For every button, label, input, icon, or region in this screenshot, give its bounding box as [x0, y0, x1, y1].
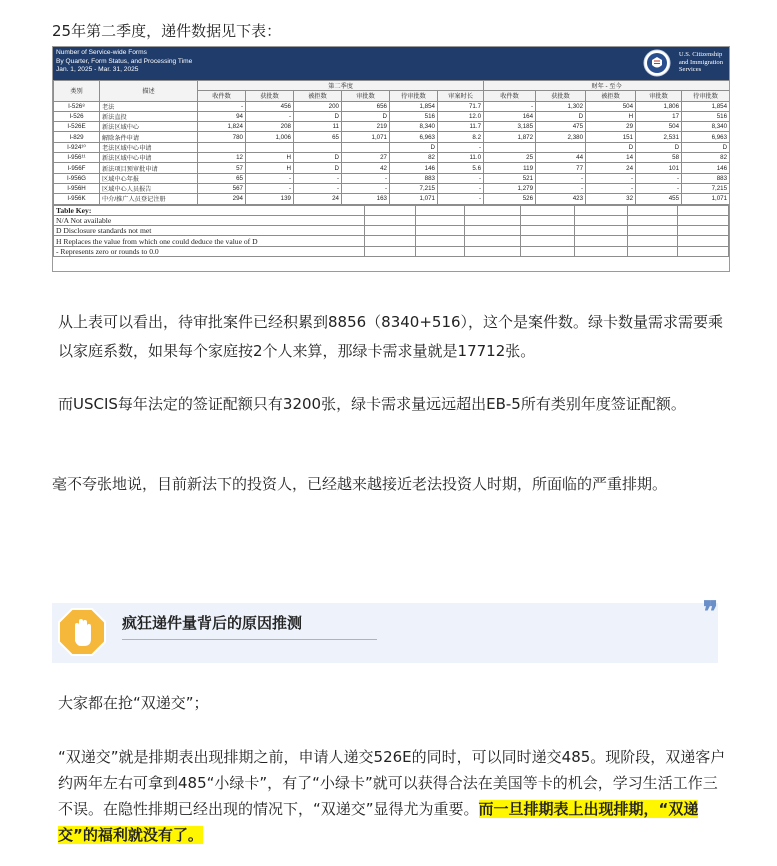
table-cell: -	[294, 183, 342, 193]
table-row	[54, 173, 730, 183]
table-cell: 82	[390, 153, 438, 163]
table-cell: D	[682, 142, 730, 152]
table-cell: 656	[342, 101, 390, 111]
table-cell: 1,302	[536, 101, 586, 111]
table-cell: 6,963	[682, 132, 730, 142]
key-row	[54, 226, 729, 236]
key-row	[54, 205, 729, 215]
key-empty-cell	[628, 205, 677, 215]
key-row	[54, 246, 729, 256]
key-empty-cell	[521, 236, 575, 246]
table-cell: 区域中心人员报告	[100, 183, 198, 193]
dhs-seal-icon	[643, 49, 671, 77]
table-cell: -	[342, 173, 390, 183]
table-cell: 219	[342, 122, 390, 132]
table-cell: 1,006	[246, 132, 294, 142]
key-empty-cell	[465, 205, 521, 215]
table-cell: D	[636, 142, 682, 152]
table-cell: 164	[484, 111, 536, 121]
table-cell: -	[438, 173, 484, 183]
table-cell: 504	[586, 101, 636, 111]
key-empty-cell	[574, 236, 628, 246]
table-cell: 521	[484, 173, 536, 183]
table-cell: 1,806	[636, 101, 682, 111]
table-cell: 146	[682, 163, 730, 173]
table-cell: 24	[586, 163, 636, 173]
table-cell: 新法直投	[100, 111, 198, 121]
key-row	[54, 236, 729, 246]
key-empty-cell	[465, 226, 521, 236]
table-cell: -	[438, 194, 484, 204]
table-cell: 3,185	[484, 122, 536, 132]
table-cell: -	[198, 101, 246, 111]
table-cell: 7,215	[390, 183, 438, 193]
table-cell: D	[536, 111, 586, 121]
key-empty-cell	[465, 215, 521, 225]
table-row	[54, 163, 730, 173]
key-empty-cell	[364, 236, 415, 246]
table-cell: -	[246, 183, 294, 193]
table-cell: I-956F	[54, 163, 100, 173]
table-row	[54, 183, 730, 193]
table-cell: 老法	[100, 101, 198, 111]
table-cell: 456	[246, 101, 294, 111]
table-cell: 567	[198, 183, 246, 193]
key-empty-cell	[628, 226, 677, 236]
key-empty-cell	[364, 226, 415, 236]
group-header-fy: 财年 - 至今	[484, 81, 730, 91]
table-cell: H	[586, 111, 636, 121]
table-cell: 1,071	[390, 194, 438, 204]
table-cell: D	[390, 142, 438, 152]
table-cell: 208	[246, 122, 294, 132]
col-header: 被拒数	[586, 91, 636, 101]
col-header: 获批数	[246, 91, 294, 101]
table-cell: 7,215	[682, 183, 730, 193]
table-cell: 11.0	[438, 153, 484, 163]
table-row	[54, 142, 730, 152]
table-cell: -	[342, 183, 390, 193]
key-empty-cell	[465, 246, 521, 256]
table-cell: 475	[536, 122, 586, 132]
col-header: 被拒数	[294, 91, 342, 101]
key-empty-cell	[628, 236, 677, 246]
table-cell: -	[636, 173, 682, 183]
agency-line: Services	[678, 66, 702, 74]
col-header: 收件数	[198, 91, 246, 101]
table-cell: -	[484, 101, 536, 111]
table-cell: 71.7	[438, 101, 484, 111]
table-cell: 1,071	[682, 194, 730, 204]
table-cell: 2,531	[636, 132, 682, 142]
table-cell: 1,854	[682, 101, 730, 111]
paragraph-backlog: 从上表可以看出，待审批案件已经积累到8856（8340+516），这个是案件数。绿卡数量需求需要乘以家庭系数，如果每个家庭按2个人来算，那绿卡需求量就是17712张。	[58, 313, 724, 360]
table-cell: I-526	[54, 111, 100, 121]
key-text: Table Key:	[54, 205, 365, 215]
key-empty-cell	[416, 246, 465, 256]
table-cell: 新法区域中心	[100, 122, 198, 132]
table-cell: H	[246, 163, 294, 173]
table-cell: 25	[484, 153, 536, 163]
key-text: D Disclosure standards not met	[54, 226, 365, 236]
key-empty-cell	[416, 205, 465, 215]
key-empty-cell	[677, 205, 728, 215]
table-cell: 42	[342, 163, 390, 173]
key-empty-cell	[521, 205, 575, 215]
key-text: - Represents zero or rounds to 0.0	[54, 246, 365, 256]
stop-hand-icon	[57, 607, 107, 657]
table-cell: 1,279	[484, 183, 536, 193]
table-cell: 新法项目预审批申请	[100, 163, 198, 173]
table-cell: 516	[682, 111, 730, 121]
table-cell: I-526⁸	[54, 101, 100, 111]
highlighted-text: 而一旦排期表上出现排期，“双递交”的福利就没有了。	[58, 800, 699, 844]
table-cell: 6,963	[390, 132, 438, 142]
table-cell: 423	[536, 194, 586, 204]
table-cell: 151	[586, 132, 636, 142]
col-header: 审案时长	[438, 91, 484, 101]
table-cell: 11	[294, 122, 342, 132]
key-empty-cell	[574, 246, 628, 256]
table-cell: 516	[390, 111, 438, 121]
table-cell: I-924¹⁰	[54, 142, 100, 152]
table-cell: 883	[390, 173, 438, 183]
key-empty-cell	[521, 226, 575, 236]
section-title: 疯狂递件量背后的原因推测	[122, 614, 303, 632]
table-cell: -	[294, 173, 342, 183]
col-header: 待审批数	[682, 91, 730, 101]
table-header-band	[53, 47, 729, 80]
key-empty-cell	[677, 236, 728, 246]
table-cell: 8,340	[682, 122, 730, 132]
paragraph-dual-filing	[58, 744, 730, 848]
table-cell: 294	[198, 194, 246, 204]
section-banner	[52, 595, 718, 663]
table-cell: 65	[294, 132, 342, 142]
table-cell	[536, 142, 586, 152]
key-empty-cell	[416, 215, 465, 225]
intro-text: 25年第二季度，递件数据见下表：	[52, 22, 282, 40]
table-cell: 2,380	[536, 132, 586, 142]
table-cell: 1,071	[342, 132, 390, 142]
paragraph-lead: 大家都在抢“双递交”；	[58, 694, 209, 712]
table-cell: -	[438, 142, 484, 152]
table-cell	[484, 142, 536, 152]
table-cell: 780	[198, 132, 246, 142]
key-empty-cell	[364, 205, 415, 215]
table-cell: 1,824	[198, 122, 246, 132]
key-empty-cell	[628, 246, 677, 256]
agency-line: U.S. Citizenship	[678, 51, 723, 58]
table-cell: -	[536, 173, 586, 183]
uscis-table-image	[52, 46, 730, 272]
table-row	[54, 132, 730, 142]
table-cell: 区域中心年报	[100, 173, 198, 183]
table-cell: 101	[636, 163, 682, 173]
table-cell: 27	[342, 153, 390, 163]
forms-data-table	[53, 80, 730, 205]
key-empty-cell	[677, 226, 728, 236]
table-cell: 新法区域中心申请	[100, 153, 198, 163]
table-cell: 14	[586, 153, 636, 163]
table-cell: 12.0	[438, 111, 484, 121]
table-cell: -	[636, 183, 682, 193]
table-cell: -	[586, 173, 636, 183]
key-text: N/A Not available	[54, 215, 365, 225]
table-cell	[294, 142, 342, 152]
dual-filing-text: “双递交”就是排期表出现排期之前，申请人递交526E的同时，可以同时递交485。现阶段，双递客户约两年左右可拿到485“小绿卡”，有了“小绿卡”就可以获得合法在美国等卡的机会，学习生活工作三不误。在隐性排期已经出现的情况下，“双递交”显得尤为重要。	[58, 748, 726, 818]
col-header: 待审批数	[390, 91, 438, 101]
table-row	[54, 111, 730, 121]
table-cell: D	[294, 153, 342, 163]
table-cell: I-956G	[54, 173, 100, 183]
table-cell: 82	[682, 153, 730, 163]
table-cell: I-956H	[54, 183, 100, 193]
table-cell: 455	[636, 194, 682, 204]
table-cell: 200	[294, 101, 342, 111]
table-cell: -	[536, 183, 586, 193]
table-cell: I-956¹¹	[54, 153, 100, 163]
col-header: 获批数	[536, 91, 586, 101]
table-cell: 5.6	[438, 163, 484, 173]
agency-line: and Immigration	[678, 58, 723, 66]
key-empty-cell	[416, 236, 465, 246]
table-cell: D	[294, 111, 342, 121]
table-header-text	[56, 49, 192, 75]
table-key	[53, 205, 729, 257]
table-cell: 163	[342, 194, 390, 204]
key-empty-cell	[416, 226, 465, 236]
table-cell: D	[294, 163, 342, 173]
table-cell: 94	[198, 111, 246, 121]
table-cell	[198, 142, 246, 152]
table-cell: 119	[484, 163, 536, 173]
group-header-q2: 第二季度	[198, 81, 484, 91]
table-cell	[246, 142, 294, 152]
header-line: Number of Service-wide Forms	[56, 49, 147, 56]
key-empty-cell	[574, 226, 628, 236]
table-cell: I-829	[54, 132, 100, 142]
key-empty-cell	[364, 246, 415, 256]
table-row	[54, 122, 730, 132]
table-cell: 883	[682, 173, 730, 183]
col-header: 审批数	[342, 91, 390, 101]
table-cell: 12	[198, 153, 246, 163]
table-cell	[342, 142, 390, 152]
key-text: H Replaces the value from which one could deduce the value of D	[54, 236, 365, 246]
table-cell: 24	[294, 194, 342, 204]
table-cell: -	[246, 173, 294, 183]
table-cell: 146	[390, 163, 438, 173]
table-cell: D	[586, 142, 636, 152]
table-cell: 17	[636, 111, 682, 121]
table-cell: 44	[536, 153, 586, 163]
table-cell: 504	[636, 122, 682, 132]
table-cell: -	[586, 183, 636, 193]
key-empty-cell	[574, 205, 628, 215]
key-row	[54, 215, 729, 225]
table-cell: 58	[636, 153, 682, 163]
header-line: By Quarter, Form Status, and Processing Time	[56, 57, 193, 65]
table-cell: 11.7	[438, 122, 484, 132]
table-cell: 老法区域中心申请	[100, 142, 198, 152]
table-cell: 29	[586, 122, 636, 132]
paragraph-conclusion: 毫不夸张地说，目前新法下的投资人，已经越来越接近老法投资人时期，所面临的严重排期。	[52, 475, 668, 493]
table-cell: I-956K	[54, 194, 100, 204]
col-header: 收件数	[484, 91, 536, 101]
table-cell: 65	[198, 173, 246, 183]
key-empty-cell	[628, 215, 677, 225]
key-empty-cell	[465, 236, 521, 246]
table-cell: I-526E	[54, 122, 100, 132]
col-header-desc: 描述	[100, 81, 198, 102]
title-underline	[122, 639, 377, 640]
key-empty-cell	[521, 215, 575, 225]
table-row	[54, 101, 730, 111]
key-empty-cell	[677, 246, 728, 256]
table-row	[54, 194, 730, 204]
table-cell: 77	[536, 163, 586, 173]
table-cell: 57	[198, 163, 246, 173]
table-cell: 139	[246, 194, 294, 204]
col-header-type: 类别	[54, 81, 100, 102]
table-cell: 526	[484, 194, 536, 204]
key-empty-cell	[364, 215, 415, 225]
table-cell: H	[246, 153, 294, 163]
table-cell: 中介/推广人员登记注册	[100, 194, 198, 204]
table-cell: 8.2	[438, 132, 484, 142]
header-line: Jan. 1, 2025 - Mar. 31, 2025	[56, 66, 139, 74]
table-cell: 32	[586, 194, 636, 204]
table-cell: -	[246, 111, 294, 121]
paragraph-quota: 而USCIS每年法定的签证配额只有3200张，绿卡需求量远远超出EB-5所有类别年度签证配额。	[58, 395, 686, 413]
table-cell: 解除条件申请	[100, 132, 198, 142]
agency-name	[679, 51, 723, 74]
table-cell: D	[342, 111, 390, 121]
quote-mark-icon: ❞	[702, 595, 718, 628]
table-cell: 1,872	[484, 132, 536, 142]
table-cell: 1,854	[390, 101, 438, 111]
key-empty-cell	[574, 215, 628, 225]
table-cell: 8,340	[390, 122, 438, 132]
table-cell: -	[438, 183, 484, 193]
key-empty-cell	[677, 215, 728, 225]
key-empty-cell	[521, 246, 575, 256]
col-header: 审批数	[636, 91, 682, 101]
table-row	[54, 153, 730, 163]
